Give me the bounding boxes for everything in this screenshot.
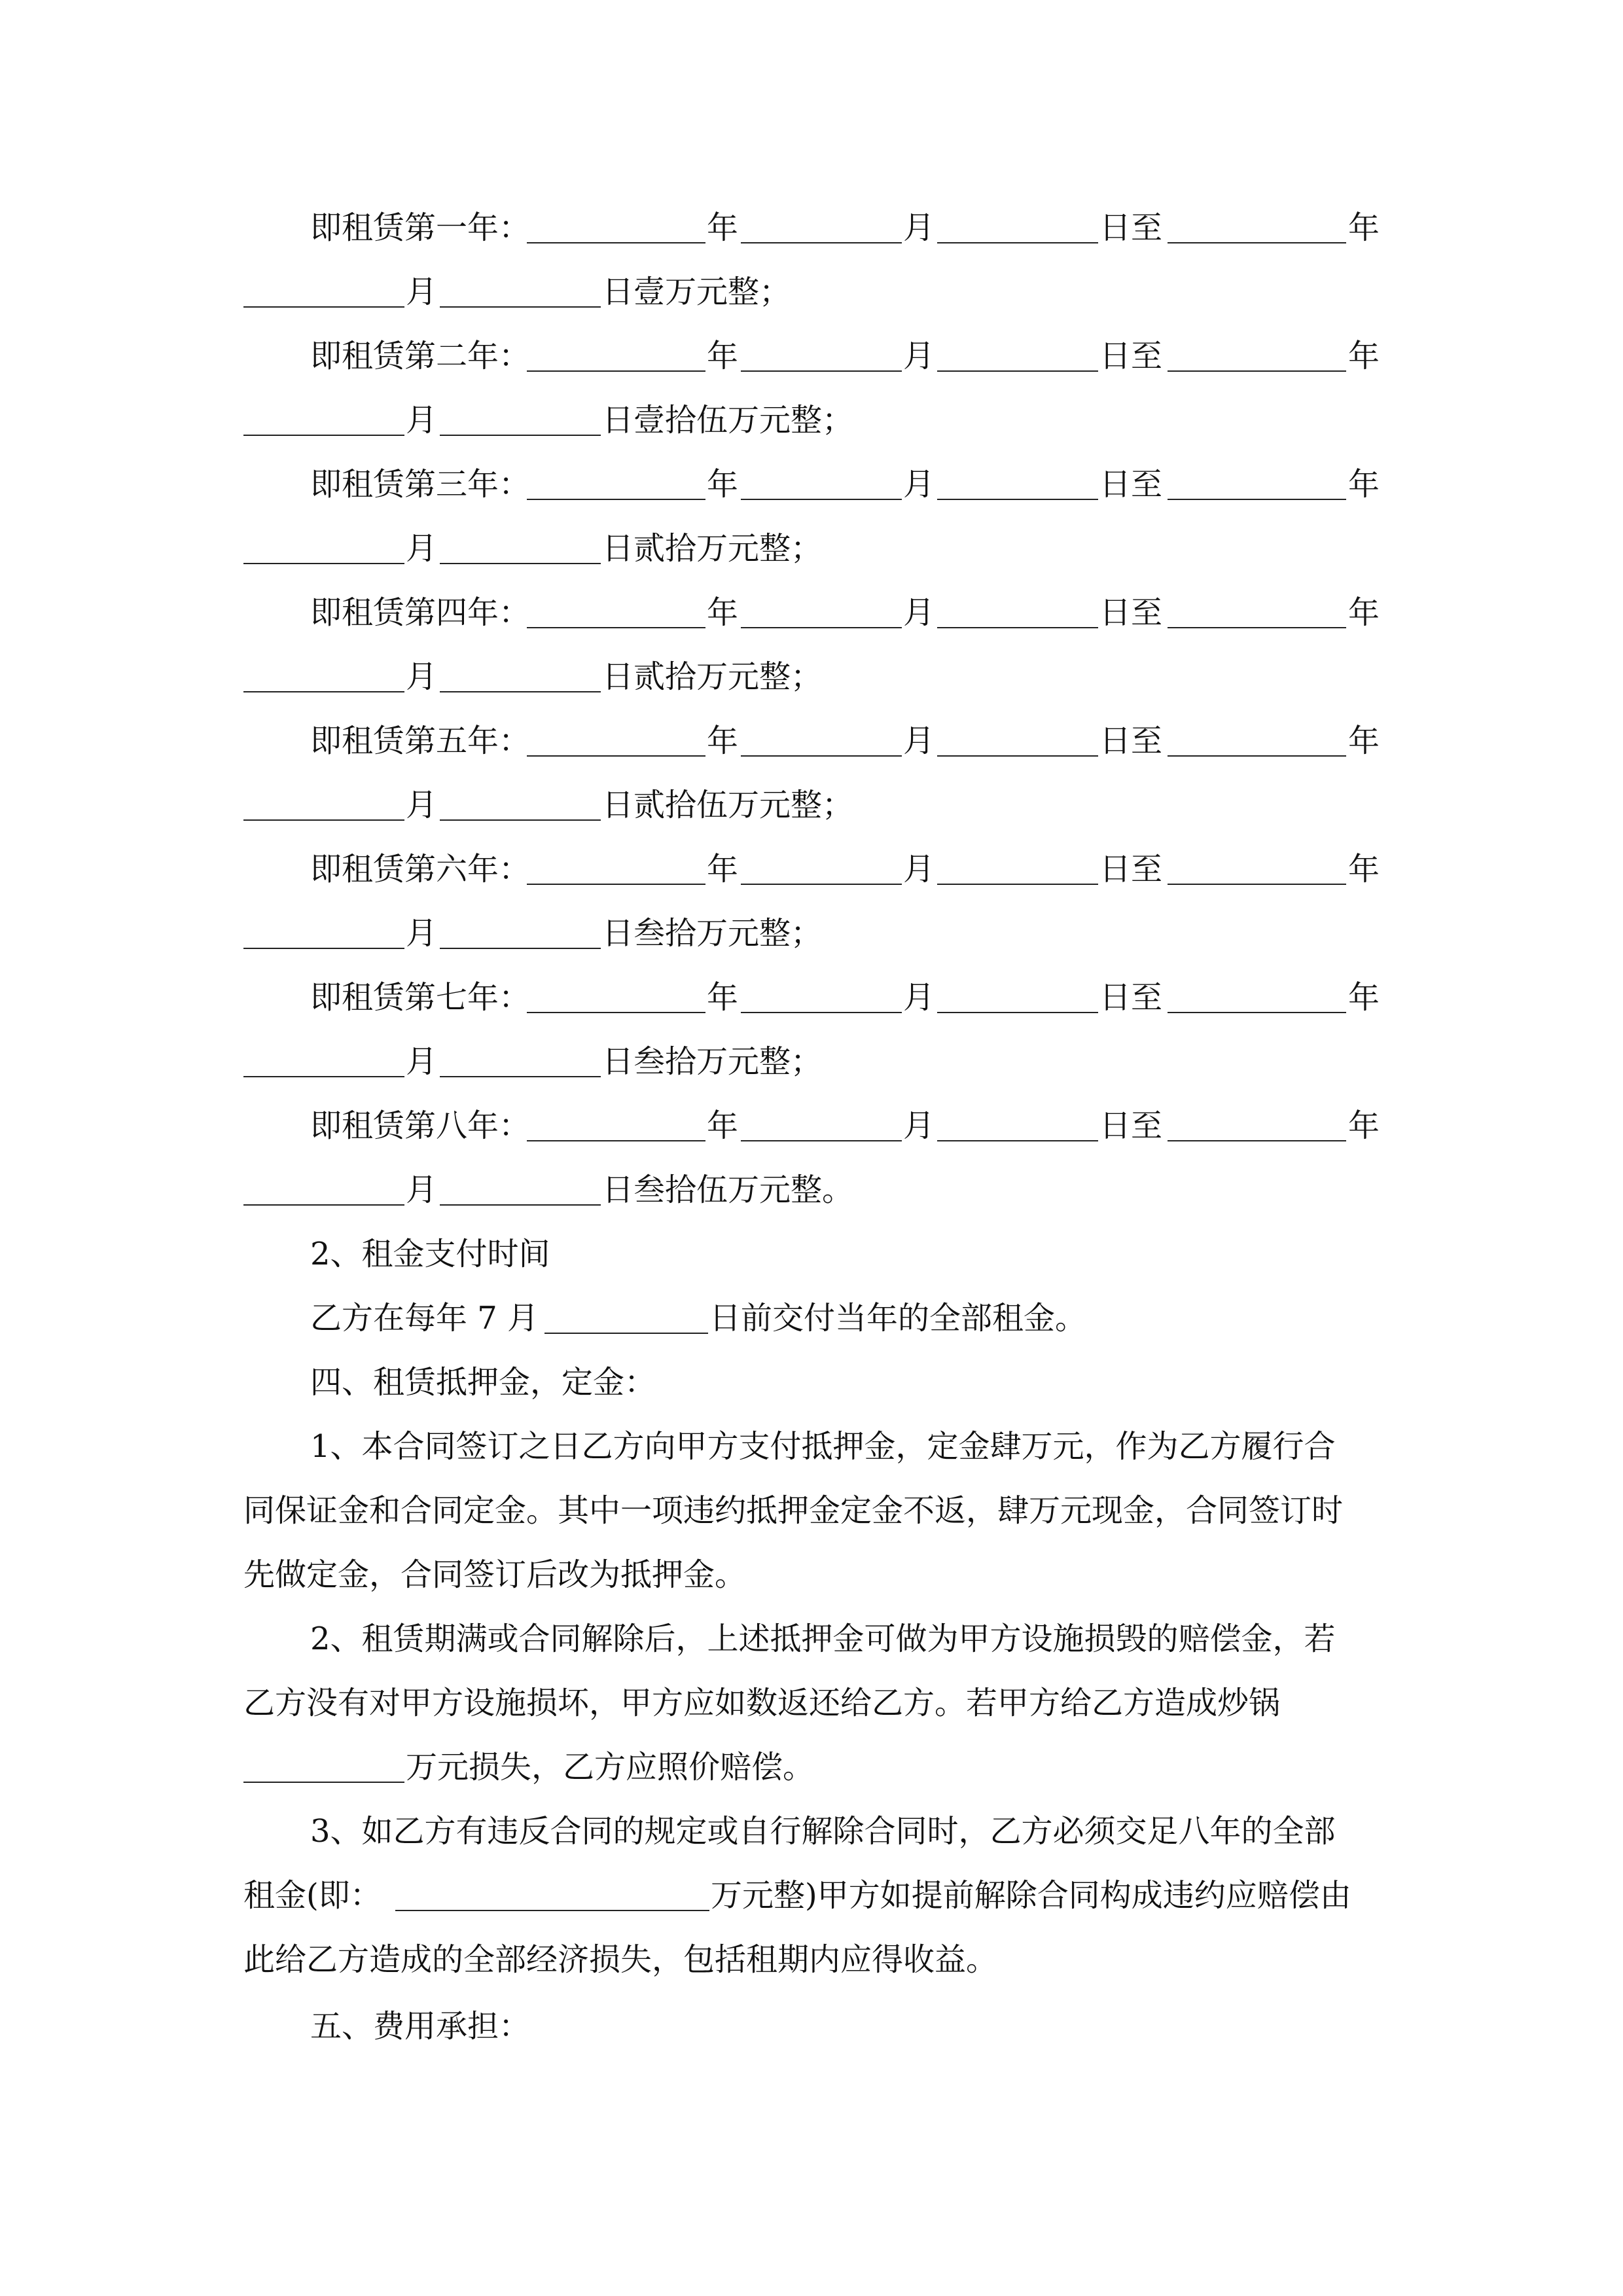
costs-heading (0, 2000, 1623, 2053)
paragraph-text: 万元整)甲方如提前解除合同构成违约应赔偿由 (711, 1877, 1351, 1914)
year-word: 年 (707, 979, 739, 1016)
month-word: 月 (903, 1107, 935, 1144)
rent-year-7-line-a (0, 971, 1623, 1024)
rent-year-label: 即租赁第五年： (310, 723, 531, 759)
year-word: 年 (707, 209, 739, 246)
blank-field (937, 242, 1098, 243)
year-word: 年 (1348, 594, 1380, 631)
month-word: 月 (406, 1043, 438, 1080)
section-heading: 四、租赁抵押金，定金： (310, 1364, 656, 1401)
rent-year-5-line-b (0, 779, 1623, 831)
blank-field (527, 242, 705, 243)
month-word: 月 (903, 466, 935, 503)
blank-field (937, 627, 1098, 628)
payment-time-line (0, 1292, 1623, 1344)
blank-field (937, 370, 1098, 372)
section-heading: 2、租金支付时间 (310, 1236, 550, 1272)
blank-field (395, 1910, 709, 1911)
rent-year-label: 即租赁第八年： (310, 1107, 531, 1144)
blank-field (440, 948, 601, 949)
year-word: 年 (707, 1107, 739, 1144)
rent-year-3-line-a (0, 458, 1623, 511)
blank-field (440, 1076, 601, 1077)
year-word: 年 (707, 851, 739, 888)
blank-field (741, 1012, 902, 1013)
payment-time-text-start: 乙方在每年 7 月 (310, 1300, 539, 1336)
rent-year-2-line-b (0, 394, 1623, 446)
month-word: 月 (903, 979, 935, 1016)
paragraph-text: 乙方没有对甲方设施损坏，甲方应如数返还给乙方。若甲方给乙方造成炒锅 (243, 1685, 1281, 1721)
paragraph-text: 此给乙方造成的全部经济损失，包括租期内应得收益。 (243, 1941, 998, 1978)
day-to-word: 日至 (1099, 466, 1163, 503)
paragraph-text: 3、如乙方有违反合同的规定或自行解除合同时，乙方必须交足八年的全部 (310, 1813, 1336, 1850)
day-to-word: 日至 (1099, 338, 1163, 374)
month-word: 月 (406, 787, 438, 823)
rent-year-label: 即租赁第二年： (310, 338, 531, 374)
month-word: 月 (903, 209, 935, 246)
blank-field (544, 1333, 708, 1334)
rent-year-4-line-a (0, 586, 1623, 639)
year-word: 年 (1348, 979, 1380, 1016)
month-word: 月 (903, 338, 935, 374)
blank-field (741, 499, 902, 500)
blank-field (243, 1204, 404, 1206)
day-to-word: 日至 (1099, 594, 1163, 631)
year-word: 年 (707, 466, 739, 503)
deposit-item2-line1 (0, 1613, 1623, 1665)
blank-field (243, 691, 404, 692)
paragraph-text: 万元损失，乙方应照价赔偿。 (406, 1749, 815, 1785)
blank-field (937, 1140, 1098, 1141)
blank-field (527, 884, 705, 885)
month-word: 月 (406, 1172, 438, 1208)
rent-amount: 日叁拾万元整； (602, 915, 823, 952)
month-word: 月 (903, 851, 935, 888)
blank-field (243, 563, 404, 564)
month-word: 月 (406, 274, 438, 310)
paragraph-text: 同保证金和合同定金。其中一项违约抵押金定金不返，肆万元现金，合同签订时 (243, 1492, 1344, 1529)
blank-field (243, 1782, 404, 1783)
rent-year-6-line-b (0, 907, 1623, 960)
month-word: 月 (406, 530, 438, 567)
blank-field (1168, 884, 1346, 885)
blank-field (741, 242, 902, 243)
blank-field (243, 948, 404, 949)
blank-field (1168, 755, 1346, 757)
day-to-word: 日至 (1099, 1107, 1163, 1144)
rent-year-3-line-b (0, 522, 1623, 575)
rent-year-label: 即租赁第七年： (310, 979, 531, 1016)
deposit-heading (0, 1356, 1623, 1408)
blank-field (527, 1140, 705, 1141)
year-word: 年 (1348, 466, 1380, 503)
deposit-item2-line3 (0, 1741, 1623, 1793)
blank-field (1168, 1012, 1346, 1013)
blank-field (1168, 370, 1346, 372)
blank-field (937, 755, 1098, 757)
blank-field (243, 819, 404, 821)
month-word: 月 (903, 723, 935, 759)
rent-amount: 日壹万元整； (602, 274, 791, 310)
year-word: 年 (1348, 209, 1380, 246)
rent-year-5-line-a (0, 715, 1623, 767)
blank-field (527, 627, 705, 628)
blank-field (741, 627, 902, 628)
section-heading: 五、费用承担： (310, 2008, 531, 2045)
paragraph-text: 1、本合同签订之日乙方向甲方支付抵押金，定金肆万元，作为乙方履行合 (310, 1428, 1336, 1465)
deposit-item3-line1 (0, 1805, 1623, 1857)
year-word: 年 (707, 723, 739, 759)
blank-field (1168, 499, 1346, 500)
rent-year-8-line-b (0, 1164, 1623, 1216)
year-word: 年 (1348, 851, 1380, 888)
year-word: 年 (1348, 1107, 1380, 1144)
blank-field (1168, 1140, 1346, 1141)
blank-field (937, 499, 1098, 500)
blank-field (440, 563, 601, 564)
rent-year-7-line-b (0, 1035, 1623, 1088)
rent-year-label: 即租赁第四年： (310, 594, 531, 631)
deposit-item1-line2 (0, 1484, 1623, 1537)
month-word: 月 (406, 915, 438, 952)
paragraph-text: 2、租赁期满或合同解除后，上述抵押金可做为甲方设施损毁的赔偿金，若 (310, 1621, 1336, 1657)
blank-field (440, 819, 601, 821)
blank-field (527, 370, 705, 372)
deposit-item2-line2 (0, 1677, 1623, 1729)
blank-field (741, 884, 902, 885)
blank-field (937, 884, 1098, 885)
blank-field (741, 370, 902, 372)
blank-field (243, 435, 404, 436)
rent-amount: 日贰拾万元整； (602, 658, 823, 695)
year-word: 年 (1348, 723, 1380, 759)
day-to-word: 日至 (1099, 209, 1163, 246)
blank-field (243, 1076, 404, 1077)
paragraph-text: 租金(即： (243, 1877, 382, 1914)
rent-year-label: 即租赁第六年： (310, 851, 531, 888)
blank-field (1168, 627, 1346, 628)
month-word: 月 (406, 402, 438, 439)
rent-amount: 日壹拾伍万元整； (602, 402, 854, 439)
blank-field (527, 499, 705, 500)
blank-field (243, 306, 404, 308)
blank-field (527, 755, 705, 757)
day-to-word: 日至 (1099, 851, 1163, 888)
year-word: 年 (707, 338, 739, 374)
deposit-item3-line3 (0, 1933, 1623, 1986)
rent-year-label: 即租赁第一年： (310, 209, 531, 246)
rent-year-label: 即租赁第三年： (310, 466, 531, 503)
blank-field (937, 1012, 1098, 1013)
paragraph-text: 先做定金，合同签订后改为抵押金。 (243, 1556, 747, 1593)
year-word: 年 (1348, 338, 1380, 374)
rent-year-1-line-a (0, 202, 1623, 254)
day-to-word: 日至 (1099, 723, 1163, 759)
rent-amount: 日贰拾万元整； (602, 530, 823, 567)
blank-field (1168, 242, 1346, 243)
month-word: 月 (903, 594, 935, 631)
payment-time-text-end: 日前交付当年的全部租金。 (709, 1300, 1087, 1336)
rent-amount: 日贰拾伍万元整； (602, 787, 854, 823)
blank-field (440, 306, 601, 308)
payment-time-heading (0, 1228, 1623, 1280)
blank-field (440, 1204, 601, 1206)
rent-year-6-line-a (0, 843, 1623, 895)
blank-field (440, 435, 601, 436)
rent-amount: 日叁拾万元整； (602, 1043, 823, 1080)
blank-field (741, 1140, 902, 1141)
rent-year-2-line-a (0, 330, 1623, 382)
blank-field (527, 1012, 705, 1013)
rent-amount: 日叁拾伍万元整。 (602, 1172, 854, 1208)
blank-field (440, 691, 601, 692)
month-word: 月 (406, 658, 438, 695)
year-word: 年 (707, 594, 739, 631)
rent-year-8-line-a (0, 1100, 1623, 1152)
blank-field (741, 755, 902, 757)
deposit-item1-line1 (0, 1420, 1623, 1473)
deposit-item3-line2 (0, 1869, 1623, 1922)
deposit-item1-line3 (0, 1549, 1623, 1601)
day-to-word: 日至 (1099, 979, 1163, 1016)
rent-year-1-line-b (0, 266, 1623, 318)
rent-year-4-line-b (0, 651, 1623, 703)
